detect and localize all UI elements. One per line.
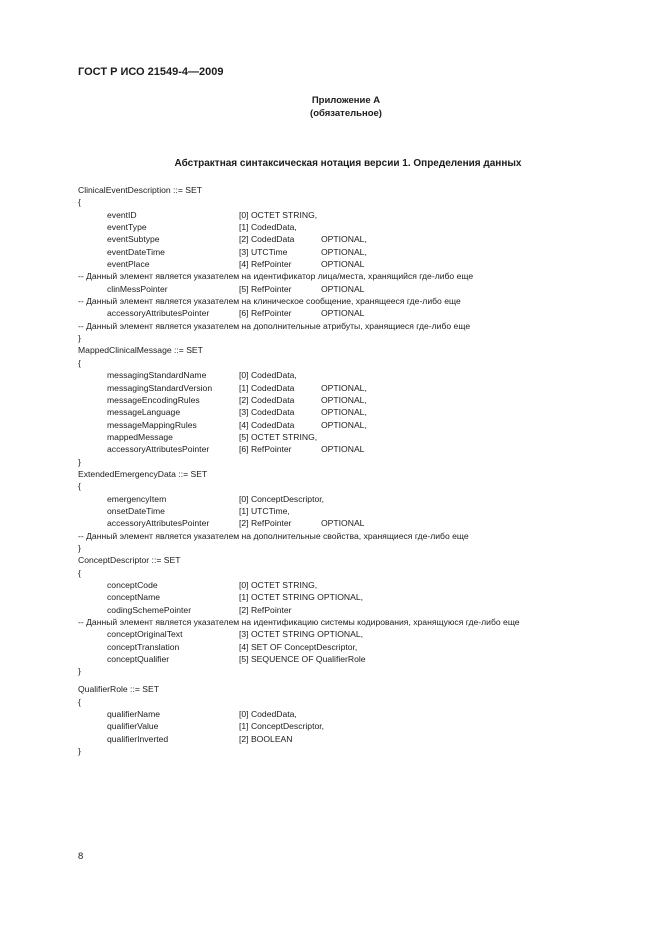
field-name: messageLanguage: [107, 407, 181, 418]
field-row: [78, 653, 638, 665]
standard-header: ГОСТ Р ИСО 21549-4—2009: [78, 66, 224, 78]
field-name: eventType: [107, 222, 147, 233]
field-row: [78, 604, 638, 616]
field-tag: [0] ConceptDescriptor,: [239, 493, 325, 504]
field-row: [78, 431, 638, 443]
field-optional: OPTIONAL: [321, 283, 365, 294]
close-brace: }: [78, 666, 81, 677]
field-name: mappedMessage: [107, 431, 173, 442]
close-brace: }: [78, 542, 81, 553]
field-row: [78, 419, 638, 431]
comment-line: -- Данный элемент является указателем на дополнительные свойства, хранящиеся где-либо еще: [78, 530, 469, 541]
field-name: codingSchemePointer: [107, 604, 192, 615]
field-tag: [0] CodedData,: [239, 370, 297, 381]
field-tag: [5] RefPointer: [239, 283, 292, 294]
close-brace: }: [78, 333, 81, 344]
field-name: emergencyItem: [107, 493, 167, 504]
block-concept-descriptor: [78, 554, 638, 683]
field-row: [78, 406, 638, 418]
field-row: [78, 517, 638, 529]
field-name: accessoryAttributesPointer: [107, 518, 210, 529]
close-brace: }: [78, 456, 81, 467]
field-name: conceptOriginalText: [107, 629, 183, 640]
field-row: [78, 258, 638, 270]
field-optional: OPTIONAL,: [321, 419, 367, 430]
field-name: messageMappingRules: [107, 419, 197, 430]
block-emergency-data: [78, 468, 638, 554]
field-tag: [1] ConceptDescriptor,: [239, 721, 325, 732]
field-optional: OPTIONAL: [321, 518, 365, 529]
annex-status: (обязательное): [310, 108, 382, 119]
section-title: Абстрактная синтаксическая нотация версии 1. Определения данных: [174, 158, 522, 169]
field-tag: [4] SET OF ConceptDescriptor,: [239, 641, 358, 652]
asn1-definitions: [78, 184, 638, 757]
annex-heading: [300, 94, 392, 120]
type-header: ExtendedEmergencyData ::= SET: [78, 468, 208, 479]
field-name: messageEncodingRules: [107, 394, 200, 405]
field-optional: OPTIONAL,: [321, 407, 367, 418]
type-header: MappedClinicalMessage ::= SET: [78, 345, 203, 356]
field-name: eventSubtype: [107, 234, 160, 245]
field-row: [78, 591, 638, 603]
field-optional: OPTIONAL: [321, 444, 365, 455]
open-brace: {: [78, 567, 81, 578]
field-row: [78, 221, 638, 233]
field-tag: [3] CodedData: [239, 407, 295, 418]
field-tag: [0] OCTET STRING,: [239, 580, 318, 590]
annex-title: Приложение А: [311, 95, 381, 106]
open-brace: {: [78, 197, 81, 208]
field-name: conceptTranslation: [107, 641, 180, 652]
field-row: [78, 209, 638, 221]
type-header: QualifierRole ::= SET: [78, 684, 159, 695]
field-name: conceptQualifier: [107, 654, 170, 665]
field-row: [78, 708, 638, 720]
page-number: 8: [78, 851, 84, 862]
comment-line: -- Данный элемент является указателем на клиническое сообщение, хранящееся где-либо еще: [78, 296, 461, 307]
block-clinical-event: [78, 184, 638, 344]
field-tag: [1] CodedData: [239, 382, 295, 393]
field-tag: [2] CodedData: [239, 394, 295, 405]
field-optional: OPTIONAL,: [321, 382, 367, 393]
field-tag: [2] RefPointer: [239, 604, 292, 615]
comment-line: -- Данный элемент является указателем на идентификацию системы кодирования, хранящуюся где-либо еще: [78, 617, 520, 628]
open-brace: {: [78, 481, 81, 492]
field-name: eventID: [107, 209, 137, 220]
field-row: [78, 579, 638, 591]
field-name: accessoryAttributesPointer: [107, 444, 210, 455]
field-row: [78, 307, 638, 319]
field-tag: [5] SEQUENCE OF QualifierRole: [239, 654, 366, 665]
field-name: conceptName: [107, 592, 161, 603]
block-qualifier-role: [78, 683, 638, 757]
type-header: ConceptDescriptor ::= SET: [78, 555, 181, 566]
field-optional: OPTIONAL,: [321, 234, 367, 245]
field-tag: [6] RefPointer: [239, 308, 292, 319]
field-tag: [6] RefPointer: [239, 444, 292, 455]
field-tag: [2] CodedData: [239, 234, 295, 245]
field-tag: [3] OCTET STRING OPTIONAL,: [239, 629, 363, 640]
field-row: [78, 641, 638, 653]
field-optional: OPTIONAL,: [321, 246, 367, 257]
field-row: [78, 628, 638, 640]
field-row: [78, 246, 638, 258]
field-optional: OPTIONAL,: [321, 394, 367, 405]
field-tag: [4] RefPointer: [239, 259, 292, 270]
field-name: eventDateTime: [107, 246, 165, 257]
field-name: conceptCode: [107, 580, 158, 590]
field-name: messagingStandardVersion: [107, 382, 213, 393]
field-row: [78, 505, 638, 517]
field-name: qualifierName: [107, 709, 161, 720]
field-tag: [0] OCTET STRING,: [239, 209, 318, 220]
field-row: [78, 369, 638, 381]
field-name: qualifierValue: [107, 721, 159, 732]
field-name: onsetDateTime: [107, 505, 165, 516]
field-name: accessoryAttributesPointer: [107, 308, 210, 319]
field-name: clinMessPointer: [107, 283, 168, 294]
type-header: ClinicalEventDescription ::= SET: [78, 185, 202, 195]
field-tag: [0] CodedData,: [239, 709, 297, 720]
block-mapped-message: [78, 344, 638, 467]
field-name: eventPlace: [107, 259, 150, 270]
open-brace: {: [78, 357, 81, 368]
field-row: [78, 233, 638, 245]
field-tag: [1] OCTET STRING OPTIONAL,: [239, 592, 363, 603]
field-tag: [3] UTCTime: [239, 246, 288, 257]
field-row: [78, 382, 638, 394]
field-row: [78, 394, 638, 406]
field-optional: OPTIONAL: [321, 308, 365, 319]
field-row: [78, 283, 638, 295]
field-tag: [5] OCTET STRING,: [239, 431, 318, 442]
field-row: [78, 493, 638, 505]
field-row: [78, 720, 638, 732]
comment-line: -- Данный элемент является указателем на дополнительные атрибуты, хранящиеся где-либо еще: [78, 320, 471, 331]
field-tag: [1] UTCTime,: [239, 505, 290, 516]
field-tag: [1] CodedData,: [239, 222, 297, 233]
open-brace: {: [78, 696, 81, 707]
field-name: qualifierInverted: [107, 733, 169, 744]
field-name: messagingStandardName: [107, 370, 207, 381]
field-tag: [2] BOOLEAN: [239, 733, 293, 744]
field-tag: [4] CodedData: [239, 419, 295, 430]
field-row: [78, 733, 638, 745]
field-row: [78, 443, 638, 455]
field-tag: [2] RefPointer: [239, 518, 292, 529]
comment-line: -- Данный элемент является указателем на идентификатор лица/места, хранящийся где-либо еще: [78, 271, 474, 282]
close-brace: }: [78, 746, 81, 757]
field-optional: OPTIONAL: [321, 259, 365, 270]
